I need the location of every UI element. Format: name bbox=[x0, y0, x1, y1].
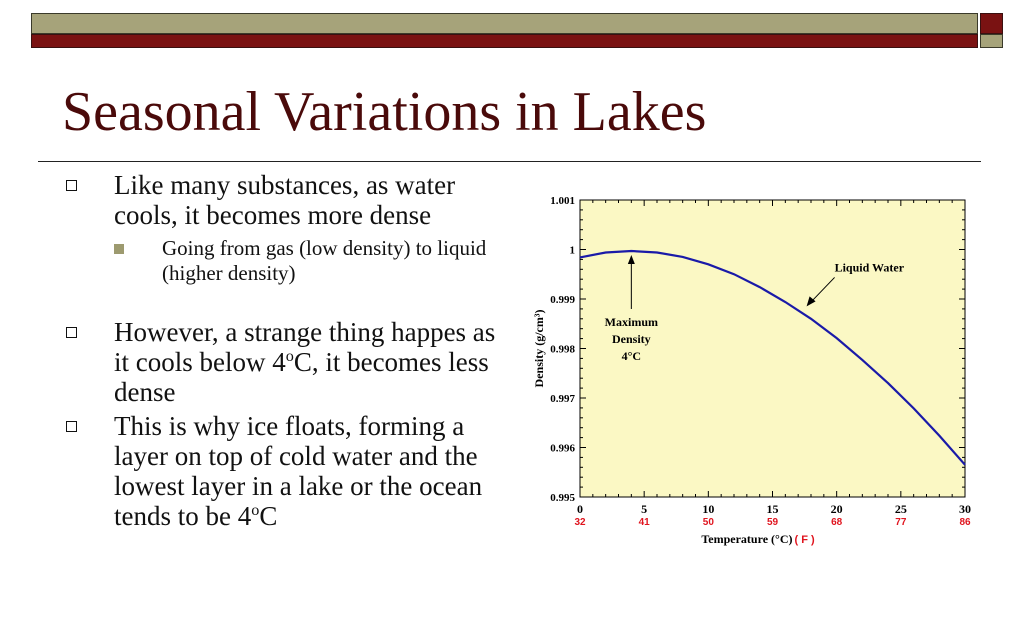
x-tick-label-f: 86 bbox=[959, 517, 971, 528]
bullet-text-post: C bbox=[259, 501, 278, 531]
y-tick-label: 0.999 bbox=[550, 294, 575, 306]
x-tick-label: 10 bbox=[702, 502, 715, 516]
x-tick-label-f: 41 bbox=[638, 517, 650, 528]
x-tick-label: 25 bbox=[894, 502, 907, 516]
slide-title: Seasonal Variations in Lakes bbox=[62, 81, 707, 143]
hollow-square-bullet-icon bbox=[66, 421, 77, 432]
y-tick-label: 1 bbox=[569, 244, 575, 257]
title-divider bbox=[38, 161, 981, 162]
header-square-olive bbox=[980, 34, 1003, 48]
y-tick-label: 1.001 bbox=[550, 195, 575, 207]
bullet-text: Like many substances, as water cools, it becomes more dense bbox=[114, 170, 456, 230]
y-tick-label: 0.998 bbox=[550, 343, 575, 356]
bullet-item bbox=[62, 411, 512, 531]
max-density-annotation: Density bbox=[611, 331, 651, 346]
y-tick-label: 0.997 bbox=[550, 393, 575, 405]
bullet-text-post: C, it becomes less dense bbox=[114, 347, 489, 407]
x-tick-label: 5 bbox=[641, 502, 648, 516]
hollow-square-bullet-icon bbox=[66, 180, 77, 191]
y-tick-label: 0.996 bbox=[550, 442, 575, 455]
x-tick-label-f: 77 bbox=[895, 517, 907, 528]
filled-square-bullet-icon bbox=[114, 244, 124, 254]
sub-bullet-item bbox=[62, 236, 512, 286]
x-tick-label-f: 50 bbox=[702, 517, 714, 528]
header-bar-olive bbox=[31, 13, 978, 34]
x-tick-label: 15 bbox=[766, 502, 779, 516]
x-tick-label: 30 bbox=[959, 502, 971, 516]
liquid-water-annotation: Liquid Water bbox=[834, 260, 905, 275]
degree-sup: o bbox=[285, 347, 294, 365]
hollow-square-bullet-icon bbox=[66, 327, 77, 338]
bullet-list bbox=[62, 170, 512, 531]
x-axis-label: Temperature (°C) bbox=[701, 532, 793, 546]
header-bar-red bbox=[31, 34, 978, 48]
density-chart-svg bbox=[525, 185, 980, 560]
bullet-item bbox=[62, 170, 512, 230]
density-chart bbox=[525, 185, 980, 560]
x-tick-label: 20 bbox=[830, 502, 843, 516]
x-tick-label-f: 32 bbox=[574, 517, 586, 528]
y-axis-label: Density (g/cm³) bbox=[532, 309, 546, 388]
bullet-item bbox=[62, 317, 512, 407]
max-density-annotation: 4°C bbox=[621, 348, 642, 363]
max-density-annotation: Maximum bbox=[604, 314, 658, 329]
bullet-text-pre: This is why ice floats, forming a layer on top of cold water and the lowest layer in a lake or the ocean tends to be 4 bbox=[114, 411, 483, 531]
header-square-red bbox=[980, 13, 1003, 34]
x-axis-label-f: ( F ) bbox=[794, 534, 815, 546]
y-tick-label: 0.995 bbox=[550, 492, 575, 504]
x-tick-label-f: 68 bbox=[831, 517, 843, 528]
x-tick-label-f: 59 bbox=[766, 517, 779, 528]
degree-sup: o bbox=[251, 501, 260, 519]
sub-bullet-text: Going from gas (low density) to liquid (higher density) bbox=[162, 236, 487, 285]
bullet-text-pre: However, a strange thing happes as it cools below 4 bbox=[114, 317, 496, 377]
x-tick-label: 0 bbox=[577, 502, 583, 516]
